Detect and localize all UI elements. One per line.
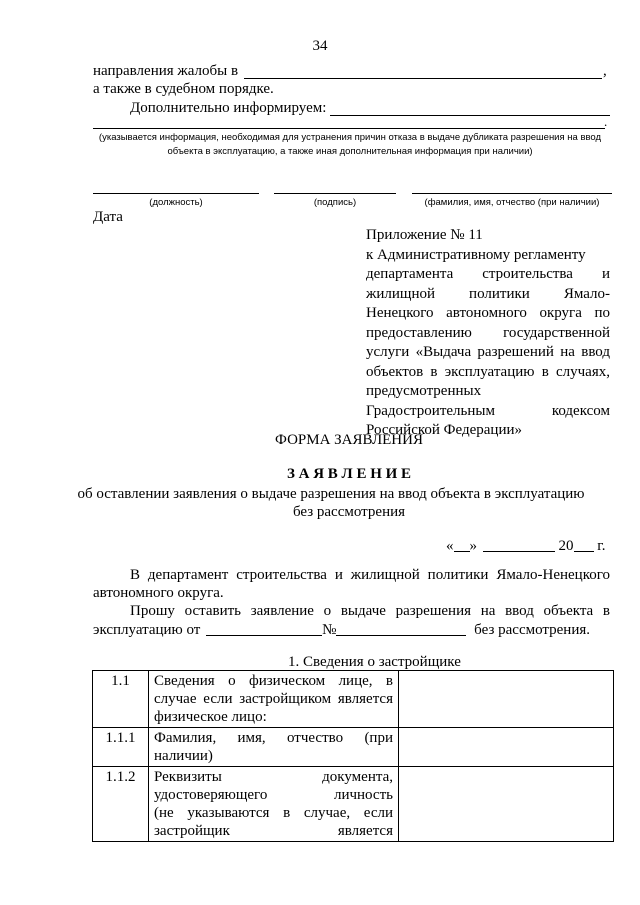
appendix-line: Ненецкого автономного округа по: [366, 305, 610, 321]
statement-subtitle-2: без рассмотрения: [292, 504, 406, 520]
row-label-line: Сведения о физическом лице, в: [154, 673, 393, 689]
hint-line1: (указывается информация, необходимая для устранения причин отказа в выдаче дубликата разрешения на ввод: [98, 132, 602, 143]
additional-info-blank-2: [93, 128, 605, 129]
without-review-text: без рассмотрения.: [474, 622, 590, 638]
complaint-authority-blank: [244, 78, 602, 79]
appendix-block: [366, 226, 610, 441]
appendix-line: Приложение № 11: [366, 227, 483, 243]
position-blank: [93, 193, 259, 194]
appendix-line: предусмотренных: [366, 383, 482, 399]
row-label-line: Реквизиты документа,: [154, 769, 393, 785]
row-label-line: удостоверяющего личность: [154, 787, 393, 803]
from-label: эксплуатацию от: [93, 622, 201, 638]
table-row: [93, 728, 614, 767]
row-number: 1.1.1: [93, 728, 149, 767]
date-line: [446, 537, 605, 555]
row-number: 1.1.2: [93, 767, 149, 842]
paragraph1-line1: В департамент строительства и жилищной политики Ямало-Ненецкого: [130, 567, 610, 583]
row-label: [149, 728, 399, 767]
table-row: [93, 671, 614, 728]
appendix-line: департамента строительства и: [366, 266, 610, 282]
row-label: [149, 671, 399, 728]
appendix-line: Градостроительным кодексом: [366, 402, 610, 419]
row-value[interactable]: [399, 671, 614, 728]
row-label: [149, 767, 399, 842]
row-value[interactable]: [399, 728, 614, 767]
position-caption: (должность): [149, 197, 203, 208]
hint-line2: объекта в эксплуатацию, а также иная дополнительная информация при наличии): [167, 146, 533, 157]
date-year-prefix: 20: [558, 538, 574, 554]
row-label-line: (не указываются в случае, если: [154, 805, 393, 821]
fio-caption: (фамилия, имя, отчество (при наличии): [424, 197, 600, 208]
statement-title: З А Я В Л Е Н И Е: [286, 466, 412, 482]
table-row: [93, 767, 614, 842]
paragraph1-line2: автономного округа.: [93, 585, 224, 601]
additional-info-end: .: [604, 114, 608, 129]
page-number: 34: [312, 38, 328, 54]
paragraph2-line1: Прошу оставить заявление о выдаче разрешения на ввод объекта в: [130, 603, 610, 619]
signature-caption: (подпись): [313, 197, 357, 208]
application-date-blank: [206, 621, 322, 636]
additional-info-blank: [330, 115, 610, 116]
application-number-blank: [336, 621, 466, 636]
fio-blank: [412, 193, 612, 194]
signature-blank: [274, 193, 396, 194]
statement-subtitle-1: об оставлении заявления о выдаче разрешения на ввод объекта в эксплуатацию: [77, 486, 585, 502]
appendix-line: жилищной политики Ямало-: [366, 285, 610, 302]
form-title: ФОРМА ЗАЯВЛЕНИЯ: [275, 432, 423, 448]
date-year-blank: [574, 537, 594, 552]
date-label: Дата: [93, 209, 123, 225]
row-number: 1.1: [93, 671, 149, 728]
complaint-line1: направления жалобы в: [93, 63, 239, 79]
appendix-line: объектов в эксплуатацию в случаях,: [366, 363, 610, 380]
date-close-quote: »: [469, 538, 477, 554]
date-day-blank: [454, 537, 470, 552]
date-year-suffix: г.: [597, 538, 606, 554]
row-label-line: физическое лицо:: [154, 709, 267, 725]
developer-info-table: [92, 670, 614, 842]
row-label-line: застройщик является: [154, 823, 393, 839]
row-label-line: случае если застройщиком является: [154, 691, 393, 707]
complaint-line2: а также в судебном порядке.: [93, 81, 274, 97]
appendix-line: услуги «Выдача разрешений на ввод: [366, 344, 610, 360]
appendix-line: предоставлению государственной: [366, 324, 610, 341]
row-value[interactable]: [399, 767, 614, 842]
paragraph2-line2: [93, 621, 590, 639]
row-label-line: Фамилия, имя, отчество (при: [154, 730, 393, 746]
appendix-line: Российской Федерации»: [366, 422, 523, 438]
date-open-quote: «: [446, 538, 454, 554]
number-sign: №: [322, 622, 337, 638]
date-month-blank: [483, 537, 555, 552]
additional-info-label: Дополнительно информируем:: [130, 100, 327, 116]
section-heading: 1. Сведения о застройщике: [288, 654, 461, 670]
complaint-comma: ,: [603, 63, 607, 79]
row-label-line: наличии): [154, 748, 213, 764]
appendix-line: к Административному регламенту: [366, 246, 586, 263]
